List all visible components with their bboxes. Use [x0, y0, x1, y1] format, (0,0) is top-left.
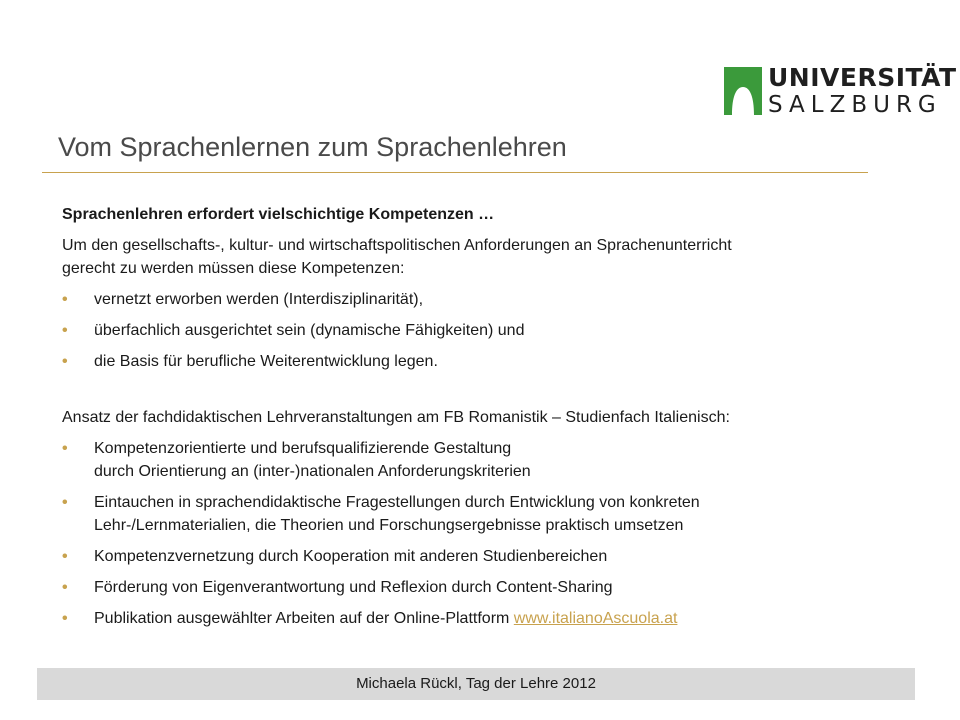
- list-item-line: Eintauchen in sprachendidaktische Fragestellungen durch Entwicklung von konkreten: [94, 494, 700, 511]
- intro-paragraph: [62, 234, 902, 280]
- list-item-line: Kompetenzvernetzung durch Kooperation mit anderen Studienbereichen: [94, 548, 608, 565]
- list-item: [62, 545, 902, 568]
- competence-list: [62, 288, 902, 373]
- approach-list: [62, 437, 902, 630]
- list-item-line: Kompetenzorientierte und berufsqualifizierende Gestaltung: [94, 440, 512, 457]
- logo-line-universitaet: UNIVERSITÄT: [768, 63, 957, 92]
- logo-line-salzburg: SALZBURG: [768, 92, 942, 118]
- intro-line: Um den gesellschafts-, kultur- und wirtschaftspolitischen Anforderungen an Sprachenunterricht: [62, 237, 732, 254]
- bullet-icon: •: [62, 494, 68, 511]
- title-divider: [42, 172, 868, 173]
- list-item: [62, 576, 902, 599]
- bullet-icon: •: [62, 610, 68, 627]
- logo-arch-icon: [724, 67, 762, 115]
- bullet-icon: •: [62, 291, 68, 308]
- slide-content: [62, 203, 902, 638]
- list-item: [62, 288, 902, 311]
- bullet-icon: •: [62, 322, 68, 339]
- bullet-icon: •: [62, 579, 68, 596]
- list-item-text: vernetzt erworben werden (Interdisziplinarität),: [94, 291, 424, 308]
- section-heading: Sprachenlehren erfordert vielschichtige Kompetenzen …: [62, 206, 495, 223]
- university-logo: [724, 63, 957, 120]
- platform-link[interactable]: www.italianoAscuola.at: [513, 610, 678, 627]
- list-item: [62, 319, 902, 342]
- list-item-text: überfachlich ausgerichtet sein (dynamische Fähigkeiten) und: [94, 322, 525, 339]
- list-item: [62, 350, 902, 373]
- approach-paragraph: Ansatz der fachdidaktischen Lehrveranstaltungen am FB Romanistik – Studienfach Italienisch:: [62, 409, 730, 426]
- list-item-line: Lehr-/Lernmaterialien, die Theorien und Forschungsergebnisse praktisch umsetzen: [94, 517, 684, 534]
- list-item-text: Publikation ausgewählter Arbeiten auf der Online-Plattform: [94, 610, 514, 627]
- list-item: [62, 437, 902, 483]
- spacer: [62, 381, 902, 406]
- slide-title: Vom Sprachenlernen zum Sprachenlehren: [58, 132, 567, 162]
- list-item-line: durch Orientierung an (inter-)nationalen Anforderungskriterien: [94, 463, 531, 480]
- list-item-text: die Basis für berufliche Weiterentwicklung legen.: [94, 353, 438, 370]
- bullet-icon: •: [62, 548, 68, 565]
- list-item: [62, 607, 902, 630]
- list-item: [62, 491, 902, 537]
- list-item-line: Förderung von Eigenverantwortung und Reflexion durch Content-Sharing: [94, 579, 613, 596]
- bullet-icon: •: [62, 353, 68, 370]
- intro-line: gerecht zu werden müssen diese Kompetenzen:: [62, 260, 405, 277]
- footer-bar: Michaela Rückl, Tag der Lehre 2012: [37, 668, 915, 700]
- bullet-icon: •: [62, 440, 68, 457]
